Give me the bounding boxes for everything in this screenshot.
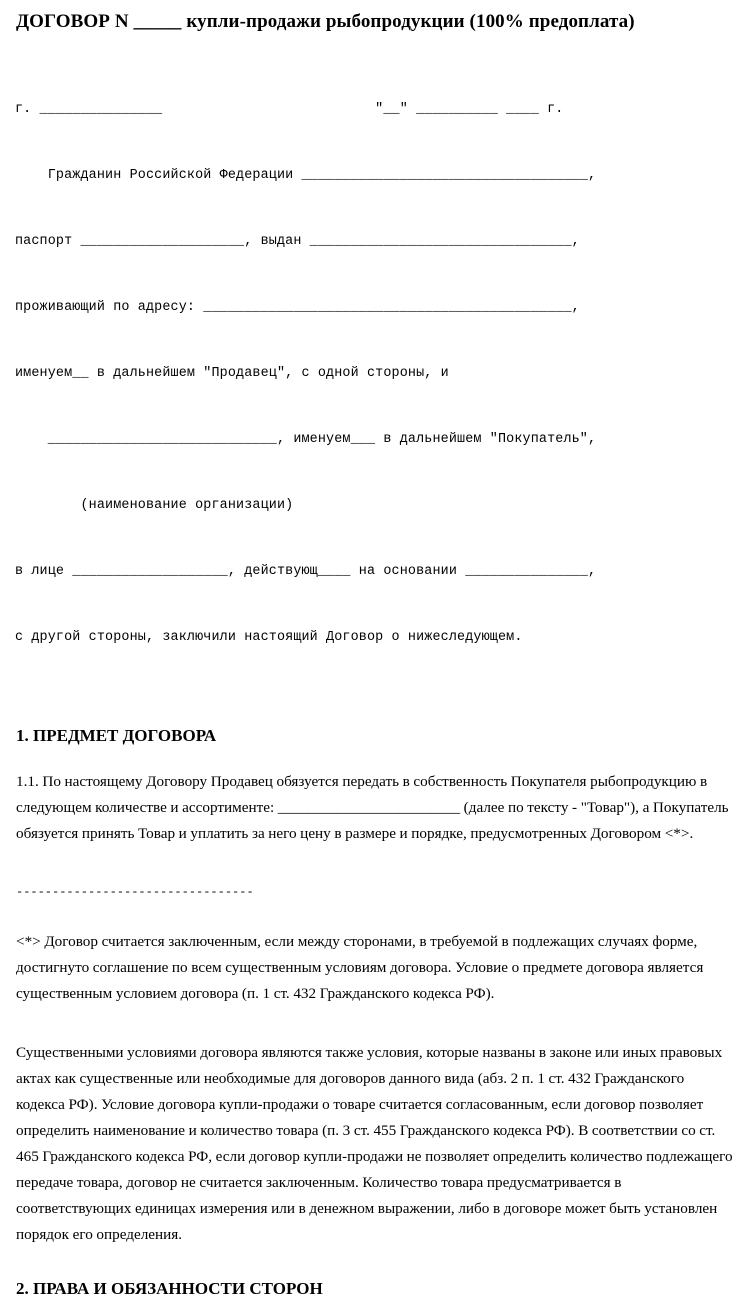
preamble-line-passport: паспорт ____________________, выдан ________________________________, [15, 234, 580, 249]
footnotes-block [0, 899, 751, 1248]
section-heading-subject: 1. ПРЕДМЕТ ДОГОВОРА [16, 726, 217, 745]
preamble-line-citizen: Гражданин Российской Федерации ___________________________________, [15, 168, 597, 183]
preamble-line-seller: именуем__ в дальнейшем "Продавец", с одной стороны, и [15, 366, 449, 381]
page-title: ДОГОВОР N _____ купли-продажи рыбопродукции (100% предоплата) [16, 11, 635, 32]
preamble-line-address: проживающий по адресу: _____________________________________________, [15, 300, 580, 315]
preamble-line-conclusion: с другой стороны, заключили настоящий Договор о нижеследующем. [15, 630, 523, 645]
section-heading-rights-obligations: 2. ПРАВА И ОБЯЗАННОСТИ СТОРОН [16, 1279, 323, 1298]
footnote-separator: --------------------------------- [16, 885, 254, 899]
preamble-line-represented: в лице ___________________, действующ____ на основании _______________, [15, 564, 597, 579]
preamble-line-buyer: ____________________________, именуем___ в дальнейшем "Покупатель", [15, 432, 597, 447]
preamble-line-city-date: г. _______________ "__" __________ ____ г. [15, 102, 564, 117]
footnote-asterisk-paragraph: <*> Договор считается заключенным, если между сторонами, в требуемой в подлежащих случаях форме, достигнуто соглашение по всем существенным условиям договора. Условие о предмете договора является существенным условием договора (п. 1 ст. 432 Гражданского кодекса РФ). [16, 933, 704, 1002]
preamble-block [0, 35, 751, 693]
preamble-line-org-caption: (наименование организации) [15, 498, 294, 513]
clause-1-1-paragraph: 1.1. По настоящему Договору Продавец обязуется передать в собственность Покупателя рыбопродукцию в следующем количестве и ассортименте: ________________________ (далее по тексту - "Товар"), а Покупатель обязуется принять Товар и уплатить за него цену в размере и порядке, предусмотренных Договором <*>. [16, 773, 729, 842]
footnote-essential-terms-paragraph: Существенными условиями договора являются также условия, которые названы в законе или иных правовых актах как существенные или необходимые для договоров данного вида (абз. 2 п. 1 ст. 432 Гражданского кодекса РФ). Условие договора купли-продажи о товаре считается согласованным, если договор позволяет определить наименование и количество товара (п. 3 ст. 455 Гражданского кодекса РФ). В соответствии со ст. 465 Гражданского кодекса РФ, если договор купли-продажи не позволяет определить количество подлежащего передаче товара, договор не считается заключенным. Количество товара предусматривается в соответствующих единицах измерения или в денежном выражении, либо в договоре может быть установлен порядок его определения. [16, 1044, 733, 1243]
section-body-subject [0, 747, 751, 847]
